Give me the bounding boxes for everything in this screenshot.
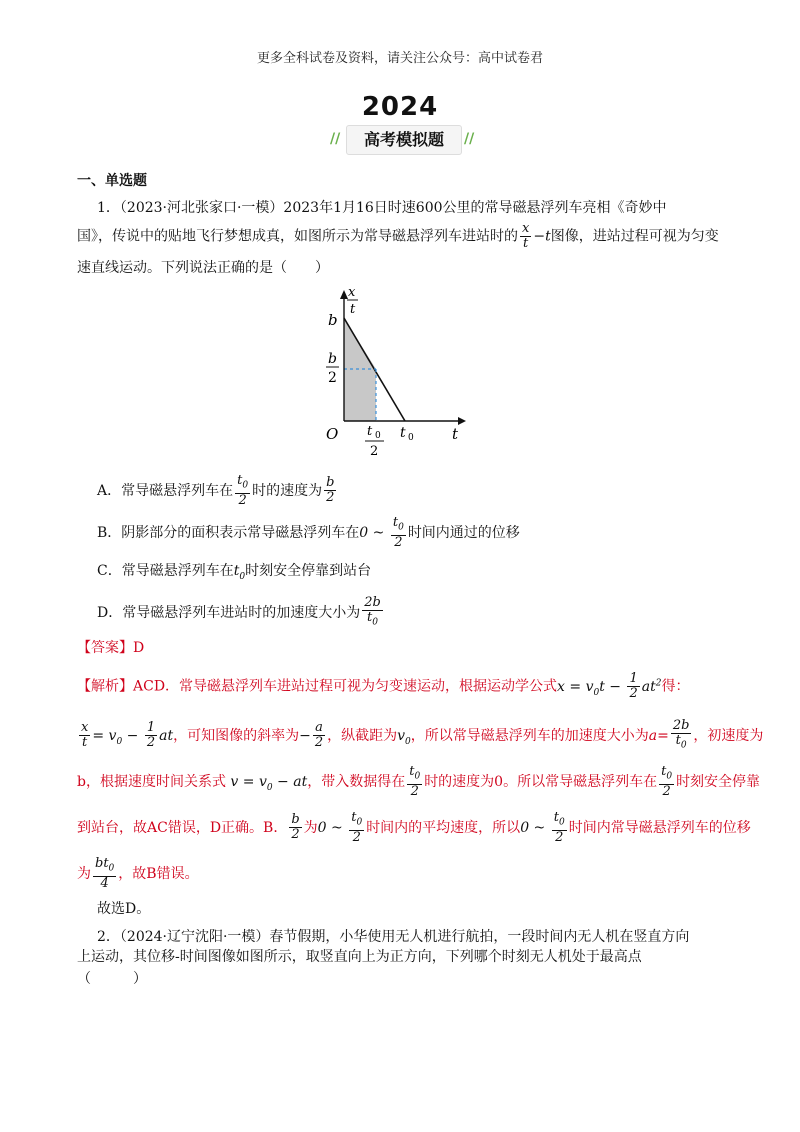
option-b-post: 时间内通过的位移: [407, 524, 520, 541]
section-title: 一、单选题: [77, 173, 147, 189]
analysis-bt0-4: $\frac{bt_0}{4}$: [95, 856, 115, 891]
t0-half-den: 2: [370, 444, 379, 459]
option-a: [97, 474, 338, 508]
q1-line-3: 速直线运动。下列说法正确的是（ ）: [77, 260, 329, 276]
year-title: 2024: [361, 92, 439, 122]
analysis-v0: $v_0$: [397, 727, 411, 747]
analysis-l4a: 到站台，故AC错误，D正确。B．: [77, 819, 288, 836]
option-c-post: 时刻安全停靠到站台: [245, 563, 372, 579]
analysis-l3a: b，根据速度时间关系式: [77, 773, 226, 790]
analysis-l2b: ，纵截距为: [327, 727, 398, 744]
analysis-l3b: ，带入数据得在: [307, 773, 406, 790]
q1-graph: [310, 285, 480, 460]
banner-slash-right-icon: //: [464, 131, 475, 147]
analysis-l1a: 【解析】ACD．常导磁悬浮列车进站过程可视为匀变速运动，根据运动学公式: [77, 678, 558, 695]
b-label: b: [328, 311, 338, 329]
y-label-num: x: [348, 285, 356, 300]
option-d: [97, 596, 385, 630]
analysis-line-2: [77, 719, 763, 753]
analysis-l1b: 得：: [661, 678, 690, 695]
banner-label: 高考模拟题: [346, 125, 462, 155]
analysis-v-formula: $v = v_0$ − at: [225, 773, 308, 793]
analysis-l5b: ，故B错误。: [118, 865, 199, 882]
banner-slash-left-icon: //: [330, 131, 341, 147]
analysis-l2c: ，所以常导磁悬浮列车的加速度大小为: [410, 727, 649, 744]
origin-label: O: [326, 425, 339, 443]
q2-line-3: （ ）: [77, 971, 147, 987]
analysis-l2d: ，初速度为: [693, 727, 764, 744]
analysis-t0-half-2: $\frac{t_0}{2}$: [661, 764, 673, 799]
t0-half-num: t: [367, 424, 373, 439]
q1-minus-t: −t: [533, 228, 551, 245]
analysis-line-3: [77, 765, 760, 799]
analysis-a-eq: a=: [648, 727, 669, 744]
analysis-t0-half-3: $\frac{t_0}{2}$: [351, 810, 363, 845]
analysis-l5a: 为: [77, 865, 91, 882]
analysis-xt: $\frac{x}{t}$: [81, 720, 89, 751]
q1-line-1: 1．（2023·河北张家口·一模）2023年1月16日时速600公里的常导磁悬浮列车亮相《奇妙中: [97, 200, 667, 216]
analysis-line-5: [77, 857, 199, 891]
option-a-t0-half: $\frac{t_0}{2}$: [237, 473, 249, 508]
shaded-area: [344, 318, 376, 421]
y-axis-arrow-icon: [340, 290, 348, 299]
analysis-range-2: 0 ~: [520, 819, 550, 836]
analysis-eq1: = $v_0$ −: [92, 727, 143, 747]
option-b-range-start: 0 ~: [359, 524, 389, 541]
t-axis-label: t: [452, 425, 459, 443]
t0-label: t: [400, 425, 406, 441]
analysis-at: at: [159, 727, 174, 744]
analysis-l4b: 为: [303, 819, 318, 836]
q1-line-2-text-a: 国》，传说中的贴地飞行梦想成真，如图所示为常导磁悬浮列车进站时的: [77, 228, 518, 245]
t0-half-sub: 0: [375, 431, 381, 441]
option-a-pre: A．常导磁悬浮列车在: [97, 482, 234, 499]
analysis-l3d: 时刻安全停靠: [676, 773, 761, 790]
analysis-range-1: 0 ~: [317, 819, 348, 836]
conclusion: 故选D。: [97, 901, 151, 917]
header-note: 更多全科试卷及资料，请关注公众号：高中试卷君: [256, 51, 543, 66]
q1-line-2-text-b: 图像，进站过程可视为匀变: [550, 228, 719, 245]
option-b: [97, 516, 520, 550]
analysis-half: $\frac{1}{2}$: [629, 671, 638, 701]
analysis-minus: −: [299, 727, 311, 744]
option-c-pre: C．常导磁悬浮列车在: [97, 563, 234, 579]
option-c-t0: $t_0$: [233, 563, 246, 582]
option-a-b-half: $\frac{b}{2}$: [326, 475, 335, 506]
analysis-2b-t0: $\frac{2b}{t_0}$: [672, 718, 690, 751]
b-half-den: 2: [328, 370, 337, 386]
t0-sub: 0: [408, 433, 414, 443]
answer: 【答案】D: [77, 640, 145, 656]
option-b-t0-half: $\frac{t_0}{2}$: [392, 515, 404, 550]
banner: [328, 125, 478, 153]
analysis-at2: $at^2$: [641, 677, 662, 695]
analysis-t0-half-4: $\frac{t_0}{2}$: [553, 810, 565, 845]
analysis-a-half: $\frac{a}{2}$: [314, 720, 324, 751]
option-d-pre: D．常导磁悬浮列车进站时的加速度大小为: [97, 604, 361, 621]
q2-line-2: 上运动，其位移-时间图像如图所示，取竖直向上为正方向，下列哪个时刻无人机处于最高点: [77, 949, 642, 965]
analysis-l2a: ，可知图像的斜率为: [173, 727, 300, 744]
analysis-line-1: [77, 672, 689, 701]
t-axis-arrow-icon: [458, 417, 466, 425]
analysis-formula-x: $x = v_0t$ −: [557, 678, 626, 698]
q1-line-2: [77, 222, 719, 251]
analysis-l4c: 时间内的平均速度，所以: [366, 819, 521, 836]
analysis-half-2: $\frac{1}{2}$: [146, 720, 156, 751]
b-half-num: b: [328, 351, 337, 367]
q2-line-1: 2．（2024·辽宁沈阳·一模）春节假期，小华使用无人机进行航拍，一段时间内无人机在竖直方向: [97, 929, 690, 945]
q1-xt-fraction: $\frac{x}{t}$: [522, 221, 530, 251]
analysis-l4d: 时间内常导磁悬浮列车的位移: [568, 819, 751, 836]
analysis-l3c: 时的速度为0。所以常导磁悬浮列车在: [424, 773, 658, 790]
option-c: [97, 560, 371, 582]
analysis-t0-half-1: $\frac{t_0}{2}$: [409, 764, 421, 799]
analysis-b-half: $\frac{b}{2}$: [291, 812, 300, 843]
option-d-fraction: $\frac{2b}{t_0}$: [364, 595, 381, 628]
option-a-mid: 时的速度为: [252, 482, 323, 499]
analysis-line-4: [77, 811, 751, 845]
option-b-pre: B．阴影部分的面积表示常导磁悬浮列车在: [97, 524, 360, 541]
y-label-den: t: [350, 302, 356, 317]
